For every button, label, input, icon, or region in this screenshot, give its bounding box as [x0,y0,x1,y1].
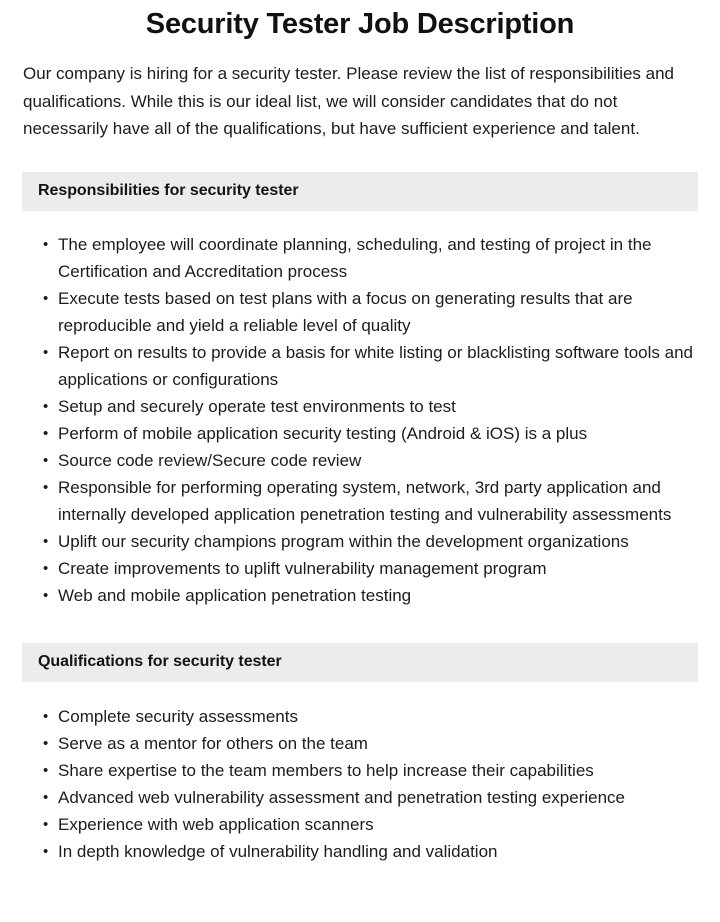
list-item-text: Execute tests based on test plans with a focus on generating results that are reproducible and yield a reliable level of quality [58,288,633,335]
list-item [0,784,720,811]
bullet-icon: • [43,478,49,496]
list-item [0,582,720,609]
bullet-icon: • [43,559,49,577]
list-item [0,555,720,582]
list-item-text: Responsible for performing operating system, network, 3rd party application and internally developed application penetration testing and vulnerability assessments [58,477,672,524]
section-heading-label: Qualifications for security tester [38,653,282,670]
bullet-icon: • [43,451,49,469]
bullet-icon: • [43,761,49,779]
list-item-text: Share expertise to the team members to help increase their capabilities [58,760,594,780]
list-item-text: Setup and securely operate test environments to test [58,396,456,416]
list-item-text: The employee will coordinate planning, scheduling, and testing of project in the Certification and Accreditation process [58,234,652,281]
list-item [0,231,720,285]
page-title: Security Tester Job Description [145,8,575,40]
list-item-text: Complete security assessments [58,706,298,726]
section-header-responsibilities [22,172,698,211]
list-item-text: Create improvements to uplift vulnerability management program [58,558,547,578]
bullet-icon: • [43,734,49,752]
list-item-text: Serve as a mentor for others on the team [58,733,368,753]
list-item [0,838,720,865]
list-item [0,528,720,555]
bullet-icon: • [43,343,49,361]
list-item [0,393,720,420]
list-item-text: Advanced web vulnerability assessment and penetration testing experience [58,787,626,807]
intro-paragraph: Our company is hiring for a security tester. Please review the list of responsibilities and qualifications. While this is our ideal list, we will consider candidates that do not necessarily have all of the qualifications, but have sufficient experience and talent. [23,64,675,138]
list-item [0,757,720,784]
list-item [0,285,720,339]
bullet-icon: • [43,788,49,806]
bullet-icon: • [43,235,49,253]
bullet-icon: • [43,586,49,604]
list-item [0,730,720,757]
list-item [0,420,720,447]
list-item [0,474,720,528]
bullet-icon: • [43,397,49,415]
section-responsibilities [0,172,720,609]
bullet-icon: • [43,842,49,860]
list-item-text: Experience with web application scanners [58,814,374,834]
section-heading-label: Responsibilities for security tester [38,182,299,199]
qualifications-list [0,682,720,865]
responsibilities-list [0,211,720,609]
list-item-text: In depth knowledge of vulnerability handling and validation [58,841,498,861]
list-item-text: Uplift our security champions program within the development organizations [58,531,629,551]
list-item [0,339,720,393]
bullet-icon: • [43,424,49,442]
bullet-icon: • [43,532,49,550]
section-qualifications [0,643,720,865]
list-item-text: Source code review/Secure code review [58,450,362,470]
list-item-text: Web and mobile application penetration testing [58,585,412,605]
list-item [0,703,720,730]
bullet-icon: • [43,707,49,725]
list-item [0,447,720,474]
list-item [0,811,720,838]
list-item-text: Perform of mobile application security testing (Android & iOS) is a plus [58,423,588,443]
bullet-icon: • [43,289,49,307]
bullet-icon: • [43,815,49,833]
list-item-text: Report on results to provide a basis for white listing or blacklisting software tools and applications or configurations [58,342,693,389]
section-header-qualifications [22,643,698,682]
